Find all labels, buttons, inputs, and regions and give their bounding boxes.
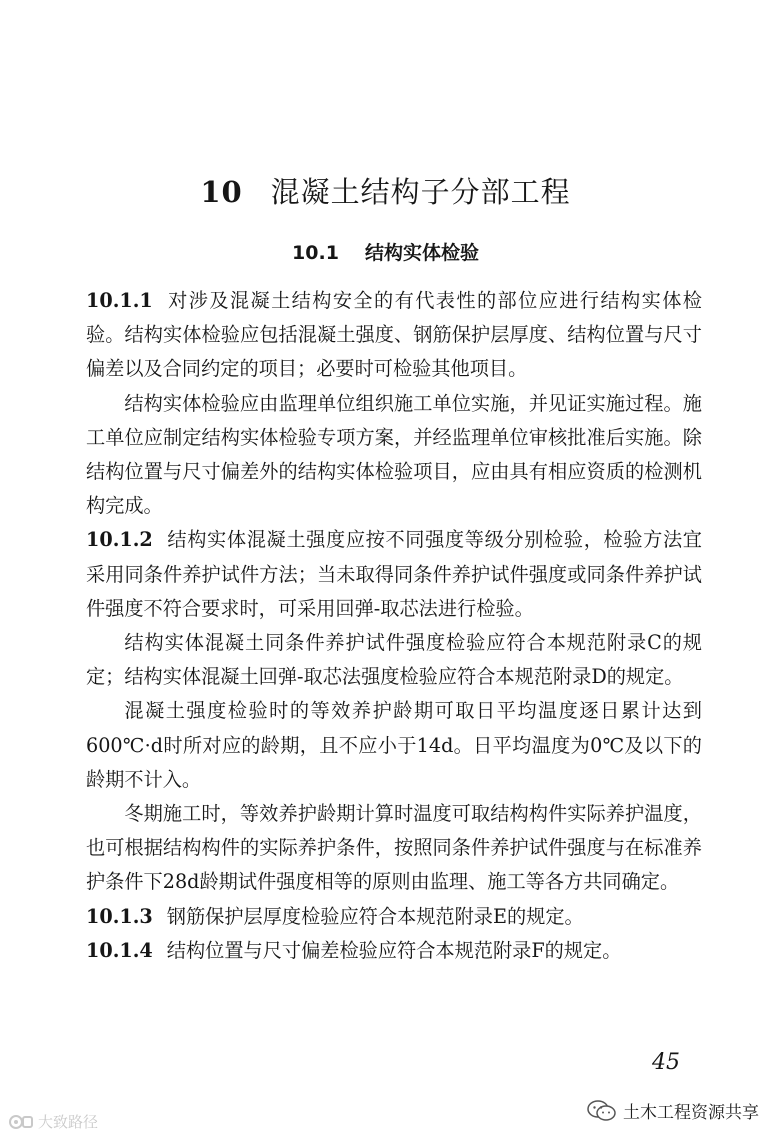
camera-logo-icon bbox=[8, 1114, 34, 1130]
clause-number: 10.1.1 bbox=[86, 289, 153, 312]
clause-number: 10.1.4 bbox=[86, 938, 153, 962]
paragraph-10-1-3 bbox=[86, 900, 702, 934]
clause-number: 10.1.3 bbox=[86, 904, 153, 928]
section-title: 结构实体检验 bbox=[364, 242, 479, 264]
paragraph bbox=[86, 626, 702, 694]
section-heading bbox=[0, 238, 771, 265]
clause-number: 10.1.2 bbox=[86, 528, 153, 552]
paragraph bbox=[86, 387, 702, 524]
wechat-icon bbox=[587, 1100, 617, 1122]
chapter-number: 10 bbox=[200, 175, 243, 209]
paragraph-text: 对涉及混凝土结构安全的有代表性的部位应进行结构实体检验。结构实体检验应包括混凝土强度、钢筋保护层厚度、结构位置与尺寸偏差以及合同约定的项目；必要时可检验其他项目。 bbox=[86, 289, 702, 381]
watermark-right bbox=[587, 1098, 759, 1123]
watermark-left-text: 大致路径 bbox=[38, 1113, 99, 1131]
paragraph-text: 冬期施工时，等效养护龄期计算时温度可取结构构件实际养护温度，也可根据结构构件的实际养护条件，按照同条件养护试件强度与在标准养护条件下28d龄期试件强度相等的原则由监理、施工等各方共同确定。 bbox=[86, 802, 702, 894]
chapter-heading bbox=[0, 170, 771, 211]
paragraph-10-1-1 bbox=[86, 284, 702, 387]
paragraph-10-1-2 bbox=[86, 523, 702, 626]
watermark-left bbox=[8, 1111, 98, 1132]
paragraph bbox=[86, 797, 702, 900]
paragraph-text: 钢筋保护层厚度检验应符合本规范附录E的规定。 bbox=[166, 904, 584, 928]
section-number: 10.1 bbox=[292, 242, 339, 264]
paragraph-text: 结构实体检验应由监理单位组织施工单位实施，并见证实施过程。施工单位应制定结构实体检验专项方案，并经监理单位审核批准后实施。除结构位置与尺寸偏差外的结构实体检验项目，应由具有相应资质的检测机构完成。 bbox=[86, 391, 702, 518]
paragraph-10-1-4 bbox=[86, 934, 702, 968]
paragraph-text: 混凝土强度检验时的等效养护龄期可取日平均温度逐日累计达到600℃·d时所对应的龄期，且不应小于14d。日平均温度为0℃及以下的龄期不计入。 bbox=[86, 699, 702, 791]
paragraph-text: 结构位置与尺寸偏差检验应符合本规范附录F的规定。 bbox=[166, 938, 622, 962]
chapter-title: 混凝土结构子分部工程 bbox=[270, 175, 571, 209]
document-body bbox=[86, 284, 702, 968]
page-number: 45 bbox=[652, 1050, 680, 1075]
paragraph bbox=[86, 694, 702, 797]
paragraph-text: 结构实体混凝土同条件养护试件强度检验应符合本规范附录C的规定；结构实体混凝土回弹-取芯法强度检验应符合本规范附录D的规定。 bbox=[86, 631, 702, 689]
paragraph-text: 结构实体混凝土强度应按不同强度等级分别检验，检验方法宜采用同条件养护试件方法；当未取得同条件养护试件强度或同条件养护试件强度不符合要求时，可采用回弹-取芯法进行检验。 bbox=[86, 528, 702, 620]
watermark-right-text: 土木工程资源共享 bbox=[623, 1103, 759, 1123]
